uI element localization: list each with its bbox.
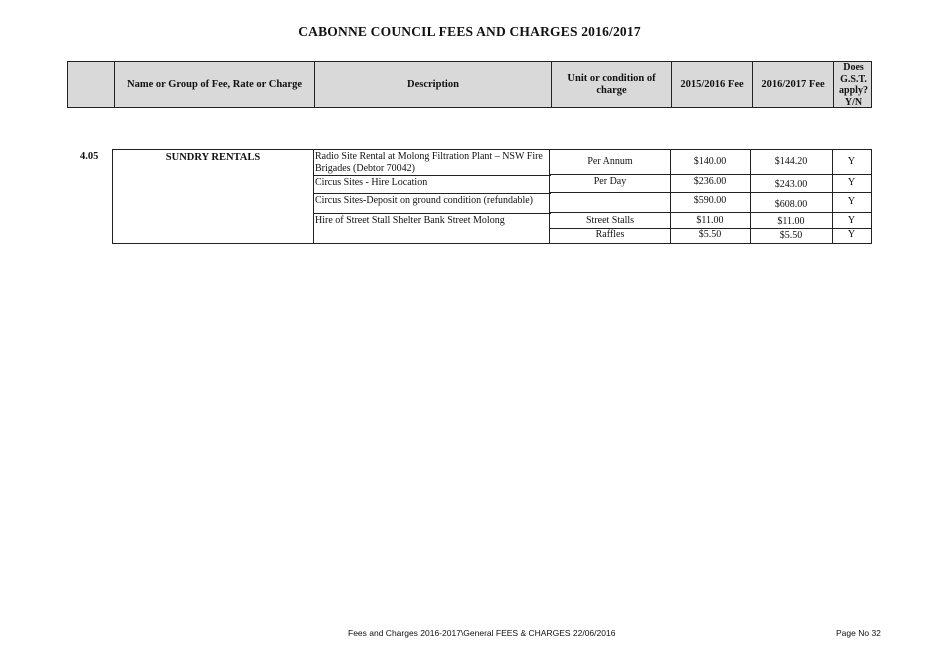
gst-header-line: apply? [839,85,868,96]
row-divider [550,212,872,213]
row-gst: Y [847,196,856,207]
section-name: SUNDRY RENTALS [165,152,261,163]
row-description: Circus Sites-Deposit on ground condition (refundable) [315,195,534,206]
header-gst-column [833,62,873,108]
row-description: Radio Site Rental at Molong Filtration Plant – NSW Fire Brigades (Debtor 70042) [315,151,543,174]
row-fee-2016: $608.00 [774,199,808,210]
row-description: Hire of Street Stall Shelter Bank Street Molong [315,215,505,226]
header-unit-column: Unit or condition of charge [551,62,671,108]
row-unit: Per Day [593,176,627,187]
row-gst: Y [847,177,856,188]
header-name-column: Name or Group of Fee, Rate or Charge [114,62,314,108]
row-unit: Street Stalls [585,215,635,226]
row-fee-2015: $590.00 [693,195,727,206]
row-divider [550,174,872,175]
row-divider [550,243,872,244]
row-fee-2015: $5.50 [698,229,722,240]
section-name-cell [112,149,313,244]
column-divider [871,149,872,244]
header-fee-2015-column: 2015/2016 Fee [671,62,752,108]
row-fee-2016: $243.00 [774,179,808,190]
row-fee-2015: $11.00 [696,215,724,226]
row-fee-2016: $11.00 [777,216,805,227]
gst-header-line: Does [843,62,864,73]
row-divider [550,192,872,193]
row-gst: Y [847,156,856,167]
row-fee-2015: $140.00 [693,156,727,167]
row-fee-2016: $144.20 [774,156,808,167]
row-divider [314,193,551,194]
row-unit: Per Annum [587,156,633,167]
gst-header-line: Y/N [844,96,863,108]
page-title: CABONNE COUNCIL FEES AND CHARGES 2016/2017 [298,24,641,39]
row-divider [314,175,551,176]
row-unit: Raffles [595,229,625,240]
table-header [67,61,872,108]
row-description: Circus Sites - Hire Location [315,177,428,188]
footer-path: Fees and Charges 2016-2017\General FEES & CHARGES 22/06/2016 [348,628,616,638]
footer-page-number: Page No 32 [836,628,881,638]
row-gst: Y [847,215,856,226]
row-divider [314,213,551,214]
row-divider [550,149,872,150]
description-column [313,149,550,244]
row-fee-2015: $236.00 [693,176,727,187]
section-number: 4.05 [80,151,99,162]
gst-header-line: G.S.T. [840,73,867,85]
row-gst: Y [847,229,856,240]
header-fee-2016-column: 2016/2017 Fee [752,62,833,108]
header-blank-cell [68,62,114,108]
row-fee-2016: $5.50 [779,230,803,241]
header-description-column: Description [314,62,551,108]
